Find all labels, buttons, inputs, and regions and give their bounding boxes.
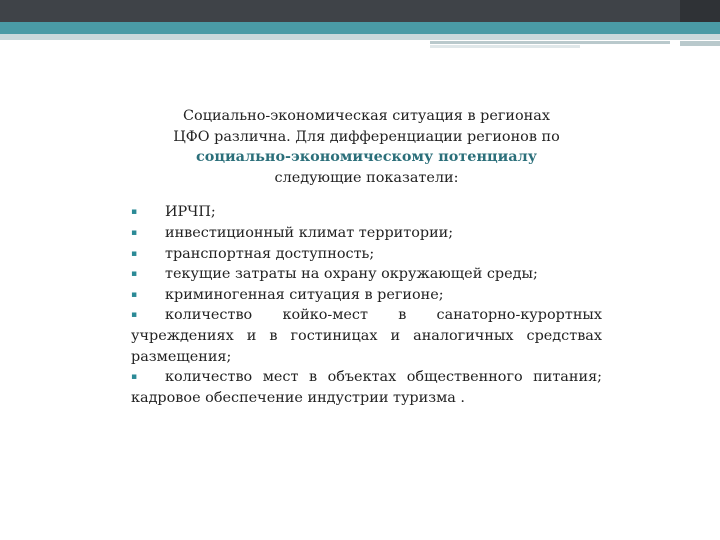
square-bullet-icon: ▪ <box>131 372 138 383</box>
header-accent-line-short <box>430 45 580 48</box>
intro-line-1: Социально-экономическая ситуация в регионах <box>183 108 550 124</box>
slide-body <box>131 106 602 408</box>
square-bullet-icon: ▪ <box>131 248 138 259</box>
header-band-teal <box>0 22 720 34</box>
intro-emphasis: социально-экономическому потенциалу <box>196 148 537 166</box>
list-item-text: транспортная доступность; <box>165 245 375 262</box>
header-band-dark <box>0 0 720 22</box>
list-item-text: инвестиционный климат территории; <box>165 224 454 241</box>
list-item <box>131 264 602 285</box>
list-item <box>131 223 602 244</box>
header-band-corner <box>680 0 720 24</box>
square-bullet-icon: ▪ <box>131 269 138 280</box>
square-bullet-icon: ▪ <box>131 289 138 300</box>
header-accent-corner-line <box>680 41 720 46</box>
square-bullet-icon: ▪ <box>131 207 138 218</box>
list-item <box>131 244 602 265</box>
square-bullet-icon: ▪ <box>131 227 138 238</box>
square-bullet-icon: ▪ <box>131 310 138 321</box>
indicator-list <box>131 202 602 408</box>
list-item-text: текущие затраты на охрану окружающей среды; <box>165 266 538 283</box>
intro-line-4: следующие показатели: <box>274 169 459 186</box>
list-item-text: количество койко-мест в санаторно-курортных учреждениях и в гостиницах и аналогичных средствах размещения; <box>131 307 602 365</box>
header-band-light <box>0 34 720 40</box>
intro-paragraph <box>131 106 602 188</box>
list-item-text: криминогенная ситуация в регионе; <box>165 286 444 303</box>
list-item <box>131 285 602 306</box>
list-item-text: ИРЧП; <box>165 204 216 221</box>
intro-line-2: ЦФО различна. Для дифференциации регионов по <box>173 128 560 145</box>
header-accent-line <box>430 41 670 44</box>
list-item-text: количество мест в объектах общественного питания; кадровое обеспечение индустрии туризма . <box>131 369 602 406</box>
list-item <box>131 202 602 223</box>
list-item <box>131 305 602 367</box>
list-item <box>131 367 602 408</box>
